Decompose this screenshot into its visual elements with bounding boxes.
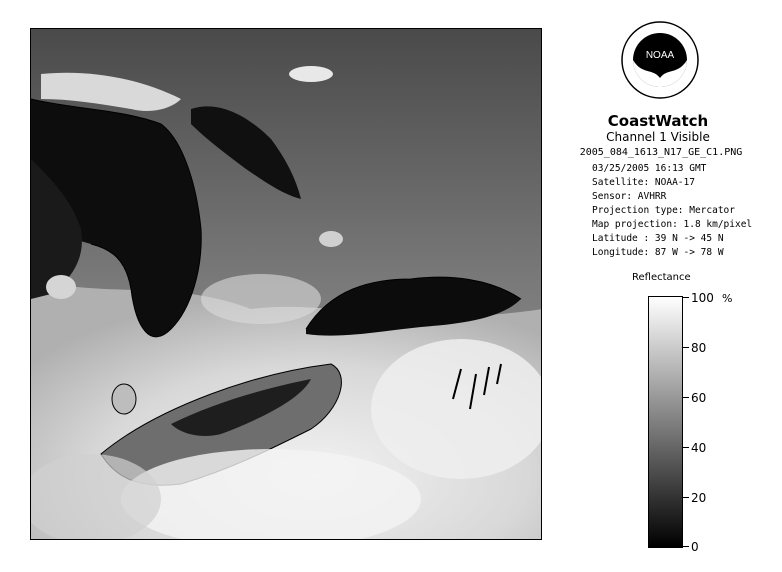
cloud-patch (201, 274, 321, 324)
map-projection: Map projection: 1.8 km/pixel (592, 219, 753, 230)
snow-area (289, 66, 333, 82)
lake-st-clair (112, 384, 136, 414)
snow-area (319, 231, 343, 247)
satellite: Satellite: NOAA-17 (592, 177, 695, 188)
date-time: 03/25/2005 16:13 GMT (592, 163, 707, 174)
latitude-range: Latitude : 39 N -> 45 N (592, 233, 724, 244)
colorbar-tick-label: 20 (691, 491, 707, 505)
satellite-map[interactable] (30, 28, 542, 540)
colorbar-tick (683, 497, 689, 498)
metadata-block (592, 162, 752, 260)
colorbar-tick-label: 0 (691, 540, 699, 554)
colorbar-tick-label: 60 (691, 391, 707, 405)
colorbar-unit: % (722, 292, 733, 305)
satellite-image (31, 29, 542, 540)
longitude-range: Longitude: 87 W -> 78 W (592, 247, 724, 258)
colorbar-tick-label: 100 (691, 291, 714, 305)
colorbar-tick (683, 347, 689, 348)
colorbar-tick (683, 546, 689, 547)
colorbar-tick-label: 80 (691, 341, 707, 355)
colorbar (648, 296, 683, 548)
colorbar-label: Reflectance (632, 272, 691, 283)
projection-type: Projection type: Mercator (592, 205, 735, 216)
colorbar-tick (683, 397, 689, 398)
sensor: Sensor: AVHRR (592, 191, 667, 202)
product-title: CoastWatch (607, 112, 709, 130)
colorbar-tick (683, 297, 689, 298)
colorbar-tick (683, 447, 689, 448)
logo-text: NOAA (645, 50, 675, 61)
image-filename: 2005_084_1613_N17_GE_C1.PNG (579, 147, 743, 158)
channel-subtitle: Channel 1 Visible (606, 130, 710, 144)
noaa-logo (620, 20, 700, 100)
snow-area (46, 275, 76, 299)
colorbar-tick-label: 40 (691, 441, 707, 455)
